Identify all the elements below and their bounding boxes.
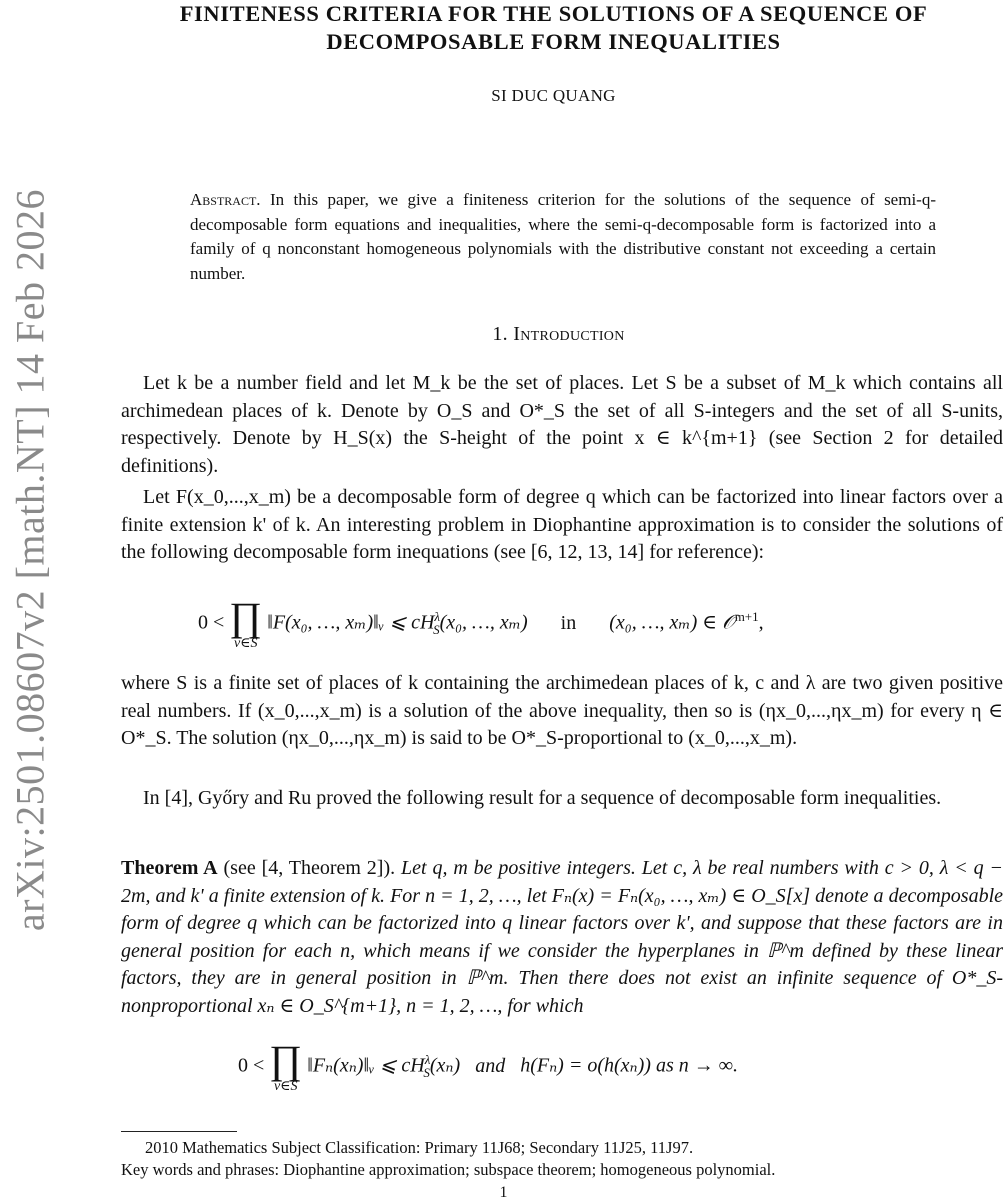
eq2-as-text: as n → ∞. xyxy=(655,1054,739,1077)
theorem-statement: Let q, m be positive integers. Let c, λ be real numbers with c > 0, λ < q − 2m, and k' a finite extension of k. For n = 1, 2, …, let Fₙ(x) = Fₙ(x₀, …, xₘ) ∈ O_S[x] denote a decomposable form of degree q which can be factorized into q linear factors over k', and suppose that these factors are in general position for each n, which means if we consider the hyperplanes in ℙ^m defined by these linear factors, they are in general position in ℙ^m. Then there does not exist an infinite sequence of O*_S-nonproportional xₙ ∈ O_S^{m+1}, n = 1, 2, …, for which xyxy=(121,857,1004,1017)
paragraph-3: where S is a finite set of places of k containing the archimedean places of k, c and λ are two given positive real numbers. If (x_0,...,x_m) is a solution of the above inequality, then so is (ηx_0,...,ηx_m) for every η ∈ O*_S. The solution (ηx_0,...,ηx_m) is said to be O*_S-proportional to (x_0,...,x_m). xyxy=(121,672,1003,749)
eq2-rhs: ‖Fₙ(xₙ)‖ᵥ ⩽ cH xyxy=(307,1054,425,1077)
paper-title xyxy=(100,0,1007,56)
eq1-rhs: ‖F(x₀, …, xₘ)‖ᵥ ⩽ cH xyxy=(267,611,435,634)
abstract xyxy=(190,188,936,286)
footnote-msc: 2010 Mathematics Subject Classification: Primary 11J68; Secondary 11J25, 11J97. xyxy=(145,1138,694,1157)
eq1-in-word: in xyxy=(560,611,577,634)
intro-block-4 xyxy=(121,785,1003,813)
paragraph-4: In [4], Győry and Ru proved the following result for a sequence of decomposable form inequalities. xyxy=(143,787,942,809)
equation-inequality: 0 < ∏ v∈S ‖F(x₀, …, xₘ)‖ᵥ ⩽ $cH^\lambda_S(x_0$, …, xₘ) in (x₀, …, xₘ) ∈ 𝒪$^{m+1}$, xyxy=(198,594,764,651)
product-subscript: v∈S xyxy=(233,636,258,651)
product-symbol: ∏ xyxy=(269,1037,303,1082)
theorem-label: Theorem A xyxy=(121,857,218,879)
eq1-lhs: 0 < xyxy=(198,611,225,634)
eq2-and-word: and xyxy=(475,1054,506,1077)
product-operator xyxy=(269,1037,303,1094)
theorem-ref: (see [4, Theorem 2]). xyxy=(223,857,396,879)
eq1-domain: (x₀, …, xₘ) ∈ 𝒪 xyxy=(609,611,735,634)
author: SI DUC QUANG xyxy=(491,86,616,105)
page-number: 1 xyxy=(499,1184,508,1201)
product-subscript: v∈S xyxy=(273,1079,298,1094)
eq1-domain-sup: m+1 xyxy=(734,608,759,624)
equation-theorem: 0 < ∏ v∈S ‖Fₙ(xₙ)‖ᵥ ⩽ $cH^\lambda_S(x_n)$ and h(Fₙ) = o(h(xₙ)) as n → ∞. xyxy=(238,1037,739,1094)
eq1-rhs-tail: (x₀, …, xₘ) xyxy=(439,611,528,634)
intro-block-1 xyxy=(121,370,1003,480)
abstract-label: Abstract. xyxy=(190,190,261,209)
paragraph-1: Let k be a number field and let M_k be the set of places. Let S be a subset of M_k which contains all archimedean places of k. Denote by O_S and O*_S the set of all S-integers and the set of all S-units, respectively. Denote by H_S(x) the S-height of the point x ∈ k^{m+1} (see Section 2 for detailed definitions). xyxy=(121,372,1003,477)
arxiv-id: arXiv:2501.08607v2 [math.NT] 14 Feb 2026 xyxy=(7,188,53,931)
theorem-a xyxy=(121,855,1003,1020)
paragraph-2: Let F(x_0,...,x_m) be a decomposable form of degree q which can be factorized into linear factors over a finite extension k' of k. An interesting problem in Diophantine approximation is to consider the solutions of the following decomposable form inequations (see [6, 12, 13, 14] for reference): xyxy=(121,486,1003,563)
section-title: Introduction xyxy=(513,323,625,345)
eq2-condition: h(Fₙ) = o(h(xₙ)) xyxy=(520,1054,651,1077)
intro-block-3 xyxy=(121,670,1003,753)
arxiv-stamp xyxy=(2,182,58,937)
intro-block-2 xyxy=(121,484,1003,567)
eq2-rhs-tail: (xₙ) xyxy=(429,1054,461,1077)
title-line-1: FINITENESS CRITERIA FOR THE SOLUTIONS OF A SEQUENCE OF xyxy=(179,1,928,26)
section-number: 1. xyxy=(492,323,508,345)
eq2-lhs: 0 < xyxy=(238,1054,265,1077)
section-heading xyxy=(110,323,1007,346)
footnote-keywords: Key words and phrases: Diophantine approximation; subspace theorem; homogeneous polynomial. xyxy=(121,1160,776,1179)
product-operator xyxy=(229,594,263,651)
abstract-text: In this paper, we give a finiteness criterion for the solutions of the sequence of semi-q-decomposable form equations and inequalities, where the semi-q-decomposable form is factorized into a family of q nonconstant homogeneous polynomials with the distributive constant not exceeding a certain number. xyxy=(190,190,936,283)
title-line-2: DECOMPOSABLE FORM INEQUALITIES xyxy=(326,29,781,54)
footnote-rule xyxy=(121,1131,237,1132)
eq1-trailing: , xyxy=(758,611,764,634)
product-symbol: ∏ xyxy=(229,594,263,639)
